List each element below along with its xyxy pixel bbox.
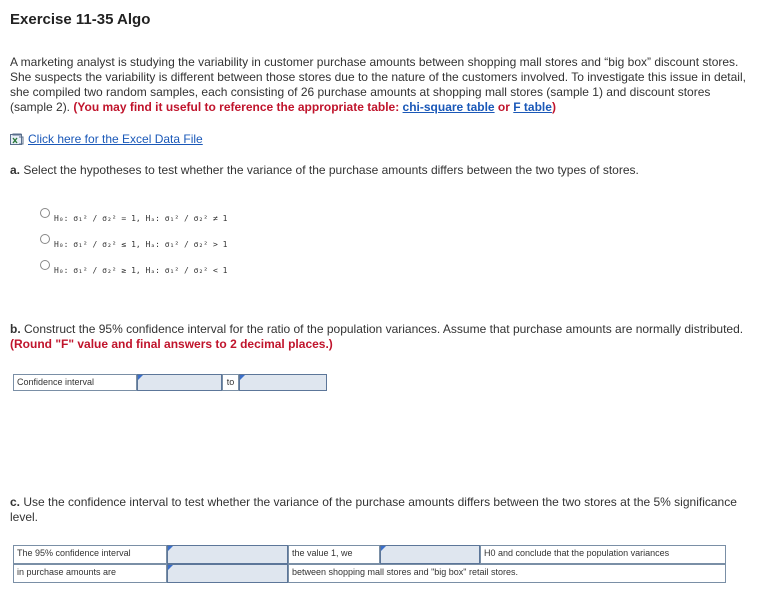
conclusion-dropdown-1[interactable] [167,545,288,564]
rounding-note: (Round "F" value and final answers to 2 decimal places.) [10,337,333,351]
excel-link-label: Click here for the Excel Data File [28,132,203,146]
part-c-question: c. Use the confidence interval to test whether the variance of the purchase amounts differs between the two stores at the 5% significance level. [10,495,737,524]
problem-statement [10,55,755,115]
f-table-link[interactable]: F table [513,100,552,114]
ci-lower-input[interactable] [137,374,222,391]
part-a-question: a. Select the hypotheses to test whether the variance of the purchase amounts differs between the two types of stores. [10,163,639,177]
ci-upper-input[interactable] [239,374,327,391]
conclusion-label-2: in purchase amounts are [13,564,167,583]
conclusion-dropdown-3[interactable] [167,564,288,583]
conclusion-text-1: the value 1, we [288,545,380,564]
excel-file-icon [10,133,24,145]
intro-text: A marketing analyst is studying the variability in customer purchase amounts between shopping mall stores and “big box” discount stores. She suspects the variability is different between those stores due to the nature of the customers involved. To investigate this issue in detail, she compiled two random samples, each consisting of 26 purchase amounts at shopping mall stores (sample 1) and discount stores (sample 2). [10,55,746,114]
hypothesis-option-2[interactable]: H₀: σ₁² / σ₂² ≤ 1, Hₐ: σ₁² / σ₂² > 1 [40,237,227,249]
conclusion-text-2: H0 and conclude that the population variances [480,545,726,564]
radio-button[interactable] [40,260,50,270]
page-title: Exercise 11-35 Algo [10,11,151,28]
part-b-question: b. Construct the 95% confidence interval for the ratio of the population variances. Assume that purchase amounts are normally distributed. (Round "F" value and final answers to 2 decimal places.) [10,322,744,351]
chi-square-table-link[interactable]: chi-square table [402,100,495,114]
radio-button[interactable] [40,208,50,218]
hypothesis-option-3[interactable]: H₀: σ₁² / σ₂² ≥ 1, Hₐ: σ₁² / σ₂² < 1 [40,263,227,275]
ci-to-label: to [222,374,239,391]
hypothesis-option-1[interactable]: H₀: σ₁² / σ₂² = 1, Hₐ: σ₁² / σ₂² ≠ 1 [40,211,227,223]
conclusion-text-3: between shopping mall stores and "big box" retail stores. [288,564,726,583]
table-reference-note: (You may find it useful to reference the appropriate table: chi-square table or F table) [73,100,556,114]
excel-data-link[interactable] [10,132,203,146]
radio-button[interactable] [40,234,50,244]
conclusion-label-1: The 95% confidence interval [13,545,167,564]
confidence-interval-label: Confidence interval [13,374,137,391]
conclusion-dropdown-2[interactable] [380,545,480,564]
